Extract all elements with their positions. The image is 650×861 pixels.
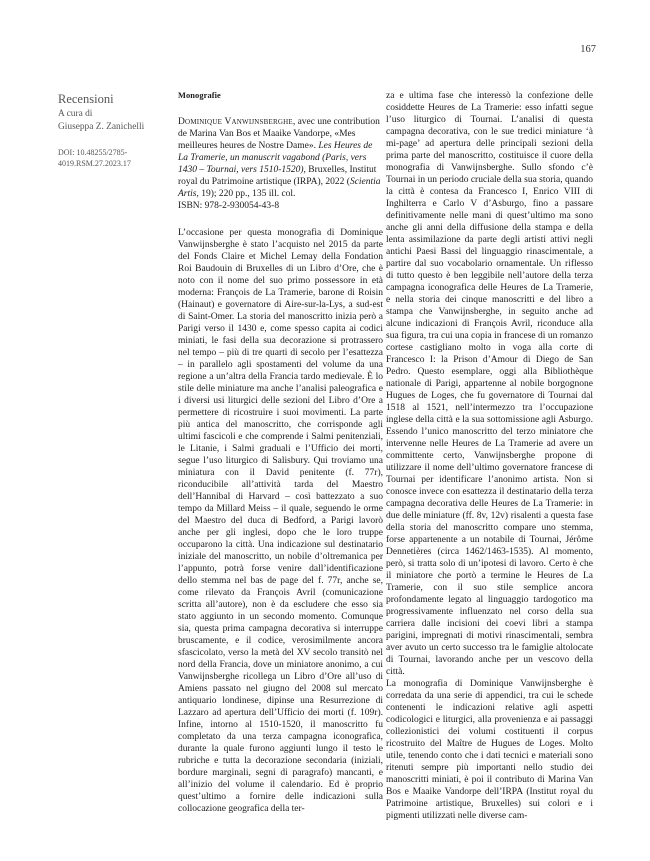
- page-number: 167: [580, 44, 596, 55]
- bib-title-a: Les Heures de La Trameri: [178, 141, 373, 163]
- bib-isbn: ISBN: 978-2-930054-43-8: [178, 201, 280, 211]
- bib-line2: , Bruxelles, Institut royal du Patrimoine artistique (IRPA), 2022 (: [178, 165, 377, 187]
- sidebar: [58, 92, 170, 169]
- curator-prefix: A cura di: [58, 109, 93, 119]
- doi: DOI: 10.48255/2785-4019.RSM.27.2023.17: [58, 148, 131, 168]
- left-column: [178, 90, 383, 815]
- body-paragraph-right-2: La monografia di Dominique Vanwijnsberghe è corredata da una serie di appendici, tra cui le schede contenenti le indicazioni relative agli aspetti codicologici e liturgici, alla provenienza e ai passaggi collezionistici dei volumi costituenti il corpus ricostruito del Maître de Hugues de Loges. Molto utile, tenendo conto che i dati tecnici e materiali sono ritenuti sempre più importanti nello studio dei manoscritti miniati, è poi il contributo di Marina Van Bos e Maaike Vandorpe dell’IRPA (Institut royal du Patrimoine artistique, Bruxelles) sui colori e i pigmenti utilizzati nelle diverse cam-: [386, 679, 593, 821]
- body-paragraph-left: L’occasione per questa monografia di Dominique Vanwijnsberghe è stato l’acquisto nel 2015 da parte del Fonds Claire et Michel Lemay della Fondation Roi Baudouin di Bruxelles di un Libro d’Ore, che è noto con il nome del suo primo possessore in età moderna: François de La Tramerie, barone di Roisin (Hainaut) e governatore di Aire-sur-la-Lys, a sud-est di Saint-Omer. La storia del manoscritto inizia però a Parigi verso il 1430 e, come spesso capita ai codici miniati, le fasi della sua decorazione si protrassero nel tempo – più di tre quarti di secolo per l’esattezza – in parallelo agli spostamenti del volume da una regione a un’altra della Francia tardo medievale. È lo stile delle miniature ma anche l’analisi paleografica e i diversi usi liturgici delle sezioni del Libro d’Ore a permettere di ricostruire i suoi movimenti. La parte più antica del manoscritto, che corrisponde agli ultimi fascicoli e che comprende i Salmi penitenziali, le Litanie, i Salmi graduali e l’Ufficio dei morti, segue l’uso liturgico di Salisbury. Qui troviamo una miniatura con il David penitente (f. 77r), riconducibile all’attività tarda del Maestro dell’Hannibal di Harvard – così battezzato a suo tempo da Millard Meiss – il quale, seguendo le orme del Maestro del duca di Bedford, a Parigi lavorò anche per gli inglesi, dopo che le loro truppe occuparono la città. Una indicazione sul destinatario iniziale del manoscritto, un nobile d’oltremanica per l’appunto, potrà forse venire dall’identificazione dello stemma nel bas de page del f. 77r, anche se, come rilevato da François Avril (comunicazione scritta all’autore), non è da escludere che esso sia stato aggiunto in un secondo momento. Comunque sia, questa prima campagna decorativa si interruppe bruscamente, e il codice, verosimilmente ancora sfascicolato, verso la metà del XV secolo transitò nel nord della Francia, dove un miniatore anonimo, a cui Vanwijnsberghe ricollega un Libro d’Ore all’uso di Amiens passato nel giugno del 2008 sul mercato antiquario londinese, dipinse una Resurrezione di Lazzaro ad apertura dell’Ufficio dei morti (f. 109r). Infine, intorno al 1510-1520, il manoscritto fu completato da una terza campagna iconografica, durante la quale furono aggiunti lungo il testo le rubriche e tutta la decorazione secondaria (iniziali, bordure marginali, segni di paragrafo) mancanti, e all’inizio del volume il calendario. Ed è proprio quest’ultimo a fornire delle indicazioni sulla collocazione geografica della ter-: [178, 228, 383, 814]
- bibliography-entry: [178, 116, 383, 212]
- bib-title-b: e, un manuscrit vagabond (Paris, vers 1430 – Tournai, vers 1510-1520): [178, 153, 367, 175]
- curator-name: Giuseppa Z. Zanichelli: [58, 122, 145, 132]
- bib-line3: , 19); 220 pp., 135 ill. col.: [196, 189, 296, 199]
- section-title: Recensioni: [58, 92, 114, 106]
- body-paragraph-right-1: za e ultima fase che interessò la confezione delle cosiddette Heures de La Tramerie: esso infatti segue l’uso liturgico di Tournai. L’analisi di questa campagna decorativa, con le sue tredici miniature ‘à mi-page’ ad apertura delle principali sezioni della prima parte del manoscritto, costituisce il cuore della monografia di Vanwijnsberghe. Sullo sfondo c’è Tournai in un periodo cruciale della sua storia, quando la città è contesa da Francesco I, Enrico VIII di Inghilterra e Carlo V d’Asburgo, fino a passare definitivamente nelle mani di quest’ultimo ma sono anche gli anni della diffusione della stampa e della lenta assimilazione da parte degli artisti attivi negli antichi Paesi Bassi del linguaggio rinascimentale, a partire dal suo vocabolario ornamentale. Un riflesso di tutto questo è ben leggibile nell’autore della terza campagna iconografica delle Heures de La Tramerie, e nella storia dei cinque manoscritti e del libro a stampa che Vanwijnsberghe, in seguito anche ad alcune indicazioni di François Avril, riconduce alla sua figura, tra cui una copia in francese di un romanzo cortese castigliano molto in voga alla corte di Francesco I: la Prison d’Amour di Diego de San Pedro. Questo esemplare, oggi alla Bibliothèque nationale di Parigi, appartenne al nobile borgognone Hugues de Loges, che fu governatore di Tournai dal 1518 al 1521, nell’intermezzo tra l’occupazione inglese della città e la sua sottomissione agli Asburgo. Essendo l’unico manoscritto del terzo miniatore che intervenne nelle Heures de La Tramerie ad avere un committente certo, Vanwijnsberghe propone di utilizzare il nome dell’ultimo governatore francese di Tournai per identificare l’anonimo artista. Non si conosce invece con esattezza il destinatario della terza campagna decorativa delle Heures de La Tramerie: in due delle miniature (ff. 8v, 12v) risalenti a questa fase della storia del manoscritto compare uno stemma, forse appartenente a un notabile di Tournai, Jérôme Dennetières (circa 1462/1463-1535). Al momento, però, si tratta solo di un’ipotesi di lavoro. Certo è che il miniatore che portò a termine le Heures de La Tramerie, con il suo stile semplice ancora profondamente legato al linguaggio tardogotico ma progressivamente influenzato nel corso della sua carriera dalle incisioni dei coevi libri a stampa parigini, impregnati di motivi rinascimentali, sembra aver avuto un certo successo tra le famiglie altolocate di Tournai, lavorando anche per un vescovo della città.: [386, 91, 593, 677]
- right-column: [386, 90, 593, 822]
- bib-line1: , avec une contribution de Marina Van Bos et Maaike Vandorpe, «Mes meilleures heures de Nostre Dame».: [178, 117, 380, 151]
- bib-series: Scientia Artis: [178, 177, 381, 199]
- bib-author: Dominique Vanwijnsberghe: [178, 117, 293, 127]
- section-heading: Monografie: [178, 91, 221, 100]
